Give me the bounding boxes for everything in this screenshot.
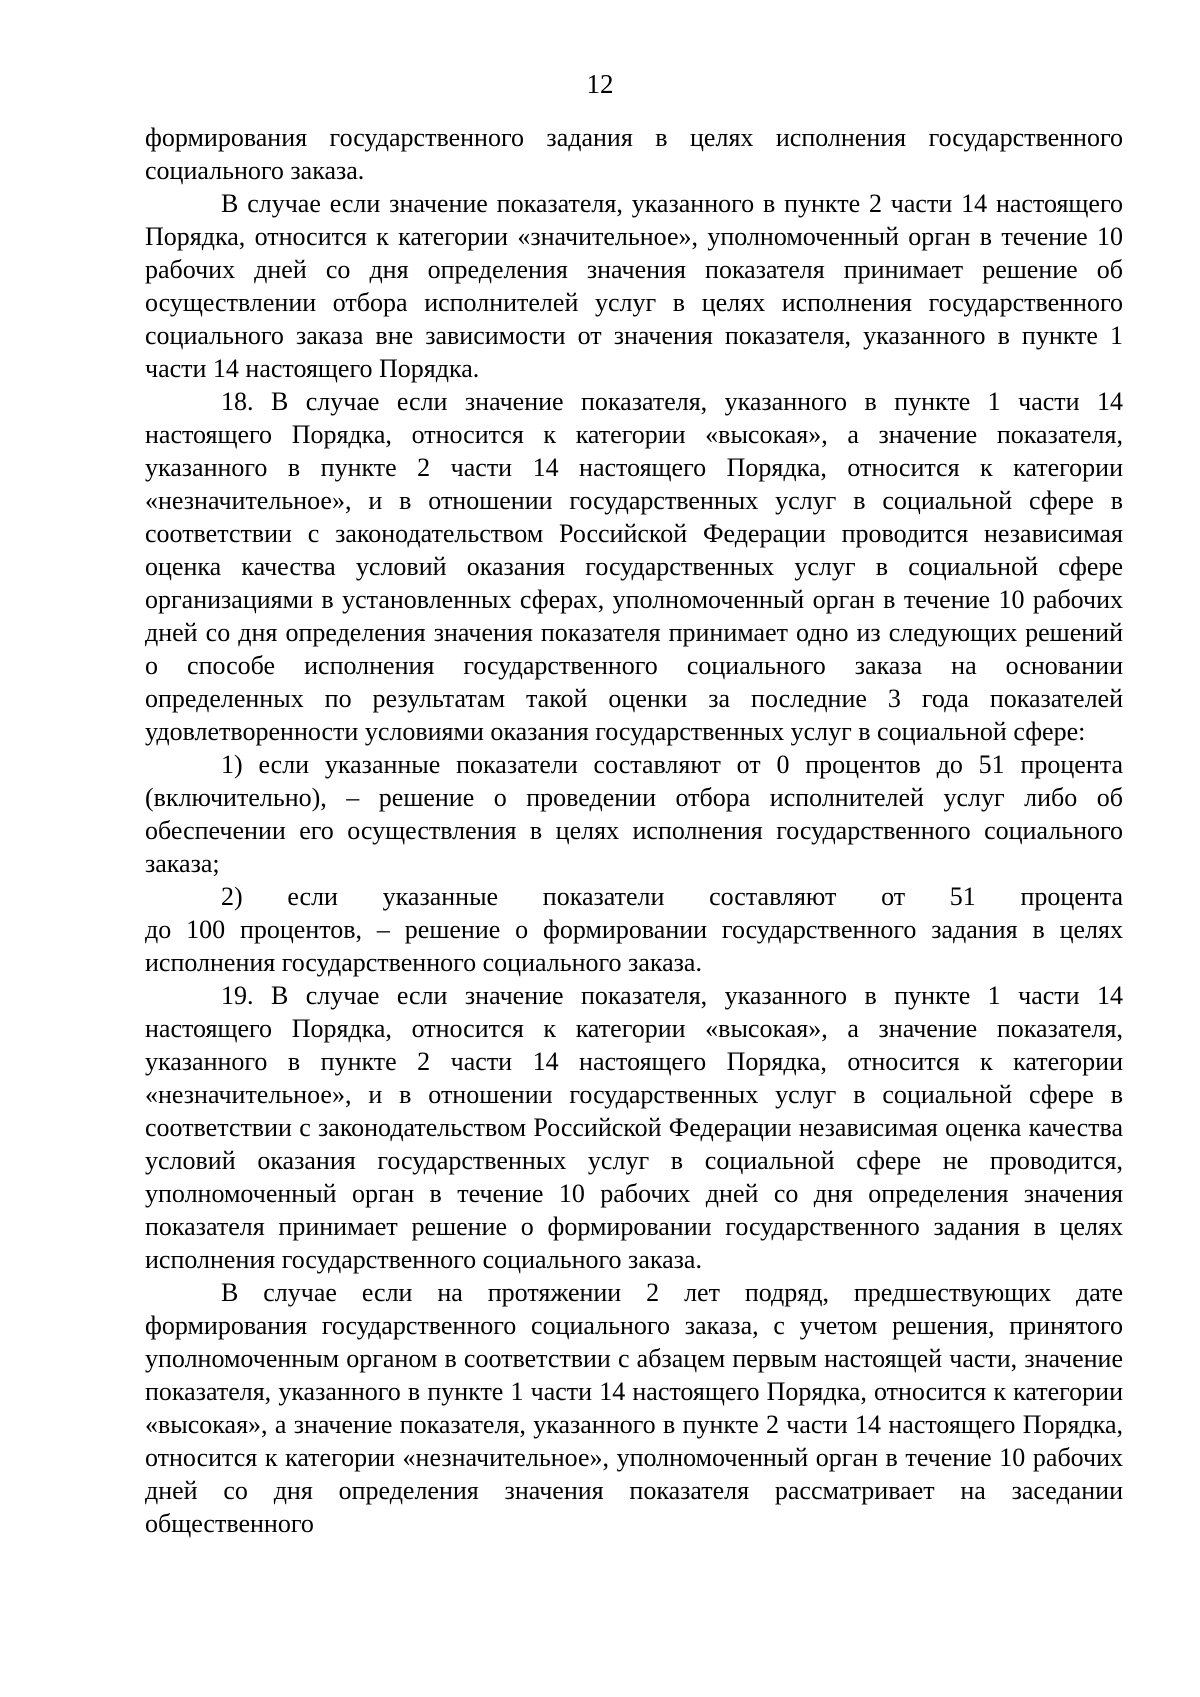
paragraph-item-2-continuation: до 100 процентов, – решение о формировании государственного задания в целях исполнения государственного социального заказа. bbox=[145, 915, 1123, 977]
paragraph: В случае если на протяжении 2 лет подряд, предшествующих дате формирования государственного социального заказа, с учетом решения, принятого уполномоченным органом в соответствии с абзацем первым настоящей части, значение показателя, указанного в пункте 1 части 14 настоящего Порядка, относится к категории «высокая», а значение показателя, указанного в пункте 2 части 14 настоящего Порядка, относится к категории «незначительное», уполномоченный орган в течение 10 рабочих дней со дня определения значения показателя рассматривает на заседании общественного bbox=[145, 1278, 1123, 1538]
paragraph-clause-19: 19. В случае если значение показателя, указанного в пункте 1 части 14 настоящего Порядка, относится к категории «высокая», а значение показателя, указанного в пункте 2 части 14 настоящего Порядка, относится к категории «незначительное», и в отношении государственных услуг в социальной сфере в соответствии с законодательством Российской Федерации независимая оценка качества условий оказания государственных услуг в социальной сфере не проводится, уполномоченный орган в течение 10 рабочих дней со дня определения значения показателя принимает решение о формировании государственного задания в целях исполнения государственного социального заказа. bbox=[145, 981, 1123, 1274]
page-number: 12 bbox=[586, 69, 614, 99]
document-body bbox=[145, 121, 1123, 1540]
paragraph-clause-18: 18. В случае если значение показателя, указанного в пункте 1 части 14 настоящего Порядка, относится к категории «высокая», а значение показателя, указанного в пункте 2 части 14 настоящего Порядка, относится к категории «незначительное», и в отношении государственных услуг в социальной сфере в соответствии с законодательством Российской Федерации проводится независимая оценка качества условий оказания государственных услуг в социальной сфере организациями в установленных сферах, уполномоченный орган в течение 10 рабочих дней со дня определения значения показателя принимает одно из следующих решений о способе исполнения государственного социального заказа на основании определенных по результатам такой оценки за последние 3 года показателей удовлетворенности условиями оказания государственных услуг в социальной сфере: bbox=[145, 387, 1123, 746]
paragraph: В случае если значение показателя, указанного в пункте 2 части 14 настоящего Порядка, относится к категории «значительное», уполномоченный орган в течение 10 рабочих дней со дня определения значения показателя принимает решение об осуществлении отбора исполнителей услуг в целях исполнения государственного социального заказа вне зависимости от значения показателя, указанного в пункте 1 части 14 настоящего Порядка. bbox=[145, 189, 1123, 383]
paragraph-continuation: формирования государственного задания в целях исполнения государственного социального заказа. bbox=[145, 123, 1123, 185]
paragraph-item-1: 1) если указанные показатели составляют от 0 процентов до 51 процента (включительно), – решение о проведении отбора исполнителей услуг либо об обеспечении его осуществления в целях исполнения государственного социального заказа; bbox=[145, 750, 1123, 878]
paragraph-item-2: 2) если указанные показатели составляют от 51 процента bbox=[221, 882, 1123, 911]
